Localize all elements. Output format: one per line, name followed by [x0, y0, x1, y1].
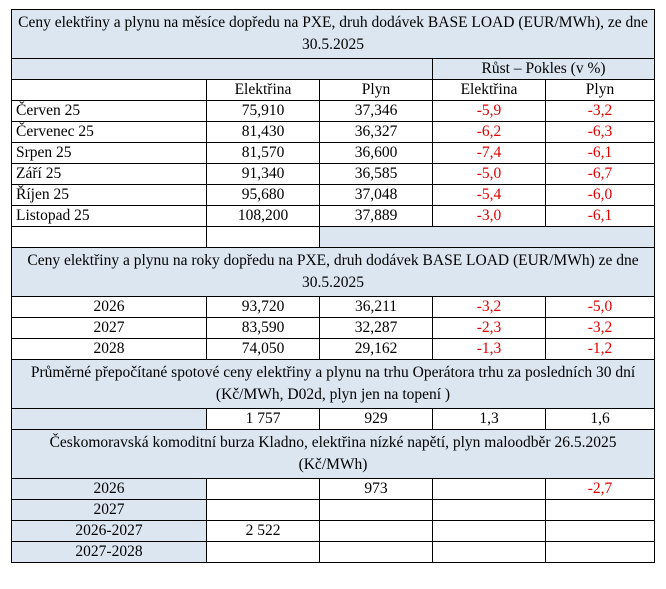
electricity-price: 81,430	[207, 122, 320, 143]
electricity-change: -5,9	[433, 101, 546, 122]
table-row	[12, 143, 655, 164]
electricity-price: 108,200	[207, 206, 320, 227]
gas-price: 929	[320, 409, 433, 430]
price-table	[11, 9, 655, 563]
col-change-gas: Plyn	[546, 80, 655, 101]
electricity-price: 1 757	[207, 409, 320, 430]
table-row	[12, 164, 655, 185]
row-label: Listopad 25	[12, 206, 207, 227]
section3-title: Průměrné přepočítané spotové ceny elektřiny a plynu na trhu Operátora trhu za posledních 30 dní (Kč/MWh, D02d, plyn jen na topení )	[12, 360, 655, 409]
electricity-price: 2 522	[207, 521, 320, 542]
gas-change: 1,6	[546, 409, 655, 430]
row-label: Říjen 25	[12, 185, 207, 206]
gas-change: -6,7	[546, 164, 655, 185]
electricity-price: 83,590	[207, 318, 320, 339]
section1-title-row	[12, 10, 655, 59]
row-label: 2027	[12, 318, 207, 339]
table-row	[12, 479, 655, 500]
row-label: 2027	[12, 500, 207, 521]
electricity-change: -5,0	[433, 164, 546, 185]
row-label: 2028	[12, 339, 207, 360]
gas-change: -6,1	[546, 206, 655, 227]
col-change-electricity: Elektřina	[433, 80, 546, 101]
row-label: Září 25	[12, 164, 207, 185]
gas-price: 37,889	[320, 206, 433, 227]
table-row	[12, 521, 655, 542]
table-row	[12, 206, 655, 227]
electricity-change	[433, 521, 546, 542]
row-label: 2026	[12, 479, 207, 500]
electricity-price: 95,680	[207, 185, 320, 206]
row-label: 2026	[12, 297, 207, 318]
electricity-change	[433, 479, 546, 500]
gas-price: 32,287	[320, 318, 433, 339]
change-header: Růst – Pokles (v %)	[433, 59, 655, 80]
gas-price: 36,327	[320, 122, 433, 143]
gas-change: -3,2	[546, 318, 655, 339]
gas-change: -6,0	[546, 185, 655, 206]
gas-price	[320, 542, 433, 563]
gas-price	[320, 500, 433, 521]
table-row	[12, 297, 655, 318]
electricity-change: -6,2	[433, 122, 546, 143]
table-row	[12, 339, 655, 360]
row-label: Srpen 25	[12, 143, 207, 164]
gas-change	[546, 500, 655, 521]
spacer-row	[12, 227, 655, 248]
electricity-change: -5,4	[433, 185, 546, 206]
table-row	[12, 318, 655, 339]
table-row	[12, 185, 655, 206]
row-label: Červen 25	[12, 101, 207, 122]
electricity-price: 81,570	[207, 143, 320, 164]
electricity-change	[433, 542, 546, 563]
row-label: 2027-2028	[12, 542, 207, 563]
section1-column-header-row	[12, 80, 655, 101]
electricity-price	[207, 500, 320, 521]
gas-price: 37,048	[320, 185, 433, 206]
table-row	[12, 101, 655, 122]
section1-title: Ceny elektřiny a plynu na měsíce dopředu na PXE, druh dodávek BASE LOAD (EUR/MWh), ze dne 30.5.2025	[12, 10, 655, 59]
gas-change: -6,3	[546, 122, 655, 143]
electricity-price: 74,050	[207, 339, 320, 360]
table-row	[12, 122, 655, 143]
electricity-price: 75,910	[207, 101, 320, 122]
gas-price: 37,346	[320, 101, 433, 122]
gas-change: -6,1	[546, 143, 655, 164]
gas-price: 36,600	[320, 143, 433, 164]
gas-price: 29,162	[320, 339, 433, 360]
gas-change: -5,0	[546, 297, 655, 318]
col-gas: Plyn	[320, 80, 433, 101]
electricity-price: 93,720	[207, 297, 320, 318]
gas-price: 36,211	[320, 297, 433, 318]
section4-title-row	[12, 430, 655, 479]
row-label: 2026-2027	[12, 521, 207, 542]
electricity-change: -3,2	[433, 297, 546, 318]
gas-change	[546, 521, 655, 542]
section3-title-row	[12, 360, 655, 409]
gas-change: -3,2	[546, 101, 655, 122]
table-row	[12, 409, 655, 430]
gas-price: 973	[320, 479, 433, 500]
table-row	[12, 542, 655, 563]
electricity-change: -7,4	[433, 143, 546, 164]
electricity-price: 91,340	[207, 164, 320, 185]
section1-change-header-row	[12, 59, 655, 80]
electricity-change: -1,3	[433, 339, 546, 360]
electricity-price	[207, 479, 320, 500]
gas-change: -2,7	[546, 479, 655, 500]
electricity-change	[433, 500, 546, 521]
electricity-price	[207, 542, 320, 563]
section2-title-row	[12, 248, 655, 297]
gas-price	[320, 521, 433, 542]
electricity-change: -3,0	[433, 206, 546, 227]
gas-change	[546, 542, 655, 563]
section2-title: Ceny elektřiny a plynu na roky dopředu na PXE, druh dodávek BASE LOAD (EUR/MWh) ze dne 30.5.2025	[12, 248, 655, 297]
gas-change: -1,2	[546, 339, 655, 360]
row-label: Červenec 25	[12, 122, 207, 143]
section4-title: Českomoravská komoditní burza Kladno, elektřina nízké napětí, plyn maloodběr 26.5.2025 (Kč/MWh)	[12, 430, 655, 479]
col-electricity: Elektřina	[207, 80, 320, 101]
table-row	[12, 500, 655, 521]
electricity-change: -2,3	[433, 318, 546, 339]
gas-price: 36,585	[320, 164, 433, 185]
electricity-change: 1,3	[433, 409, 546, 430]
